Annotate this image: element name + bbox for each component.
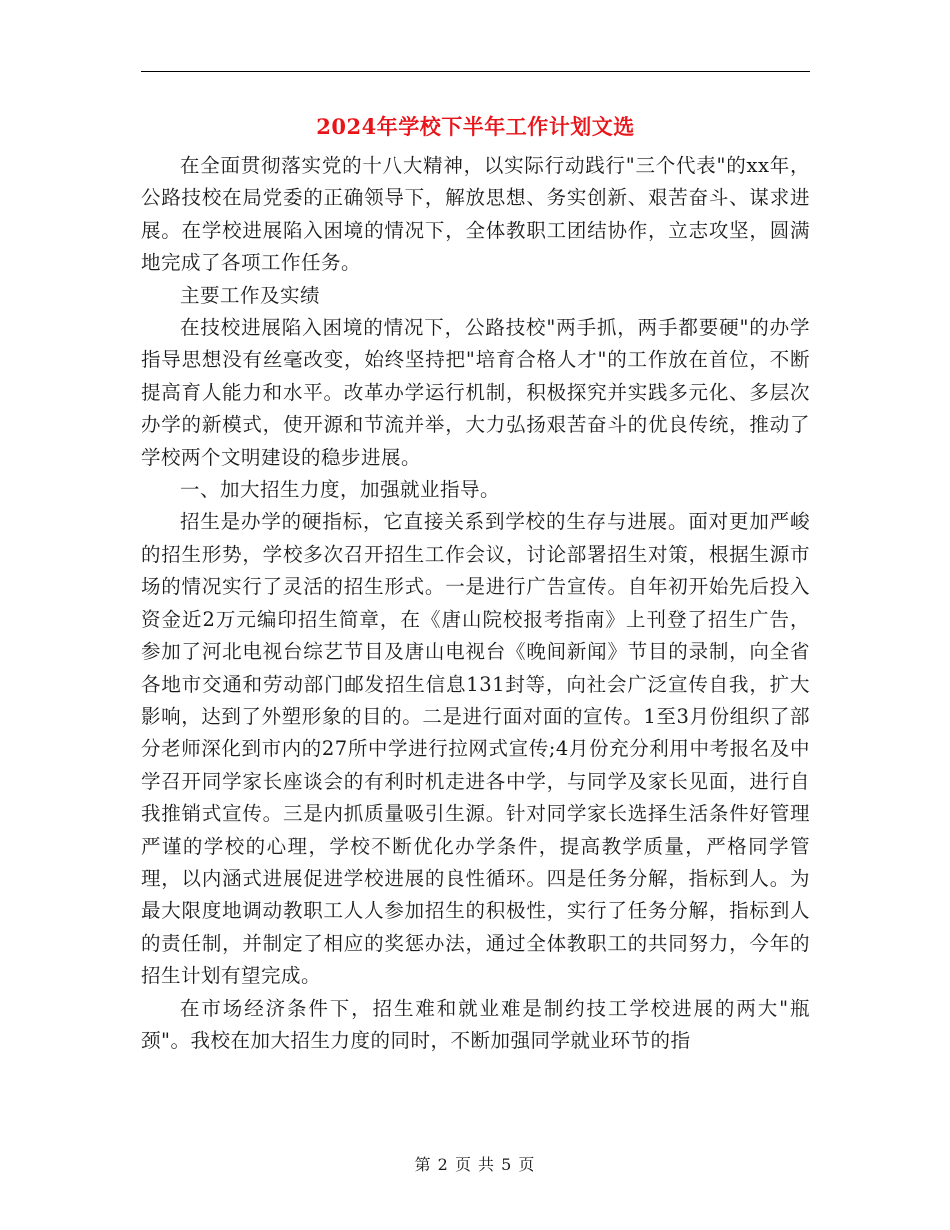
- document-title: 2024年学校下半年工作计划文选: [316, 114, 635, 139]
- paragraph-intro: 在全面贯彻落实党的十八大精神，以实际行动践行"三个代表"的xx年，公路技校在局党委的正确领导下，解放思想、务实创新、艰苦奋斗、谋求进展。在学校进展陷入困境的情况下，全体教职工团结协作，立志攻坚，圆满地完成了各项工作任务。: [141, 154, 810, 275]
- header-rule: [141, 71, 810, 72]
- paragraph-employment: 在市场经济条件下，招生难和就业难是制约技工学校进展的两大"瓶颈"。我校在加大招生力度的同时，不断加强同学就业环节的指: [141, 996, 810, 1052]
- document-body: [141, 150, 810, 1057]
- page-number-footer: 第 2 页 共 5 页: [414, 1155, 536, 1174]
- section-heading-main-work: 主要工作及实绩: [180, 283, 321, 307]
- paragraph-enrollment: 招生是办学的硬指标，它直接关系到学校的生存与进展。面对更加严峻的招生形势，学校多次召开招生工作会议，讨论部署招生对策，根据生源市场的情况实行了灵活的招生形式。一是进行广告宣传。自年初开始先后投入资金近2万元编印招生简章，在《唐山院校报考指南》上刊登了招生广告，参加了河北电视台综艺节目及唐山电视台《晚间新闻》节目的录制，向全省各地市交通和劳动部门邮发招生信息131封等，向社会广泛宣传自我，扩大影响，达到了外塑形象的目的。二是进行面对面的宣传。1至3月份组织了部分老师深化到市内的27所中学进行拉网式宣传;4月份充分利用中考报名及中学召开同学家长座谈会的有利时机走进各中学，与同学及家长见面，进行自我推销式宣传。三是内抓质量吸引生源。针对同学家长选择生活条件好管理严谨的学校的心理，学校不断优化办学条件，提高教学质量，严格同学管理，以内涵式进展促进学校进展的良性循环。四是任务分解，指标到人。为最大限度地调动教职工人人参加招生的积极性，实行了任务分解，指标到人的责任制，并制定了相应的奖惩办法，通过全体教职工的共同努力，今年的招生计划有望完成。: [141, 510, 810, 988]
- section-heading-enrollment: 一、加大招生力度，加强就业指导。: [180, 478, 501, 502]
- paragraph-main-work: 在技校进展陷入困境的情况下，公路技校"两手抓，两手都要硬"的办学指导思想没有丝毫改变，始终坚持把"培育合格人才"的工作放在首位，不断提高育人能力和水平。改革办学运行机制，积极探究并实践多元化、多层次办学的新模式，使开源和节流并举，大力弘扬艰苦奋斗的优良传统，推动了学校两个文明建设的稳步进展。: [141, 316, 810, 469]
